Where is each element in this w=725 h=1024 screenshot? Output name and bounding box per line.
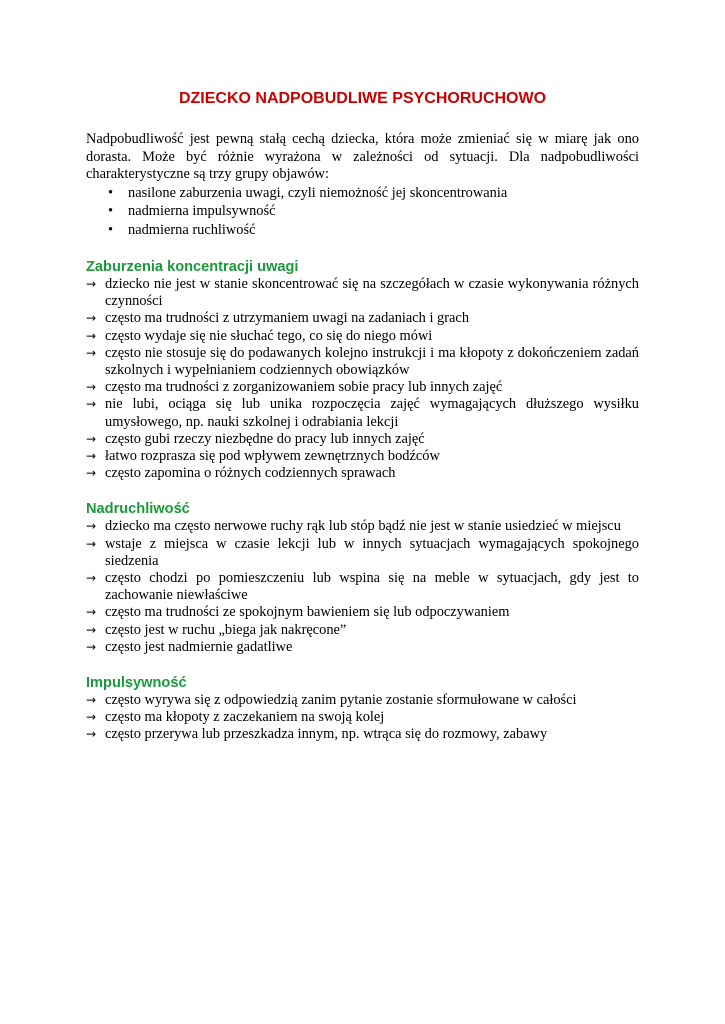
list-item <box>86 310 639 327</box>
list-item-text: nadmierna impulsywność <box>128 203 276 219</box>
symptom-groups-list <box>86 184 639 240</box>
list-item <box>86 379 639 396</box>
list-item-text: często przerywa lub przeszkadza innym, np. wtrąca się do rozmowy, zabawy <box>105 726 548 743</box>
list-item-text: często ma kłopoty z zaczekaniem na swoją kolej <box>105 709 385 726</box>
attention-list <box>86 276 639 482</box>
section-heading-attention: Zaburzenia koncentracji uwagi <box>86 259 299 275</box>
list-item <box>86 328 639 345</box>
arrow-right-icon: → <box>86 727 97 742</box>
list-item <box>86 570 639 604</box>
arrow-right-icon: → <box>86 519 97 534</box>
list-item <box>86 431 639 448</box>
list-item-text: nadmierna ruchliwość <box>128 221 256 238</box>
arrow-right-icon: → <box>86 345 97 360</box>
arrow-right-icon: → <box>86 536 97 551</box>
section-heading-hyperactivity: Nadruchliwość <box>86 501 190 518</box>
list-item-text: nasilone zaburzenia uwagi, czyli niemożność jej skoncentrowania <box>128 184 508 201</box>
bullet-icon: • <box>108 184 114 201</box>
list-item <box>86 345 639 379</box>
list-item <box>106 184 639 203</box>
list-item-text: często ma trudności z zorganizowaniem sobie pracy lub innych zajęć <box>105 379 503 396</box>
arrow-right-icon: → <box>86 605 97 620</box>
list-item <box>86 518 639 535</box>
list-item <box>106 221 639 240</box>
list-item-text: często gubi rzeczy niezbędne do pracy lub innych zajęć <box>105 430 425 447</box>
arrow-right-icon: → <box>86 449 97 464</box>
list-item <box>86 536 639 570</box>
intro-paragraph: Nadpobudliwość jest pewną stałą cechą dziecka, która może zmieniać się w miarę jak ono dorasta. Może być różnie wyrażona w zależności od sytuacji. Dla nadpobudliwości charakterystyczne są trzy grupy objawów: <box>86 131 639 182</box>
list-item <box>106 202 639 221</box>
list-item-text: często ma trudności ze spokojnym bawieniem się lub odpoczywaniem <box>105 604 510 621</box>
hyperactivity-list <box>86 518 639 656</box>
list-item-text: często wydaje się nie słuchać tego, co się do niego mówi <box>105 327 433 344</box>
arrow-right-icon: → <box>86 693 97 708</box>
list-item <box>86 276 639 310</box>
list-item <box>86 709 639 726</box>
arrow-right-icon: → <box>86 466 97 481</box>
list-item <box>86 692 639 709</box>
list-item-text: nie lubi, ociąga się lub unika rozpoczęcia zajęć wymagających dłuższego wysiłku umysłowego, np. nauki szkolnej i odrabiania lekcji <box>105 396 639 430</box>
list-item <box>86 639 639 656</box>
arrow-right-icon: → <box>86 639 97 654</box>
list-item-text: często jest nadmiernie gadatliwe <box>105 638 293 655</box>
arrow-right-icon: → <box>86 397 97 412</box>
impulsivity-list <box>86 692 639 744</box>
list-item-text: często jest w ruchu „biega jak nakręcone” <box>105 621 347 638</box>
bullet-icon: • <box>108 203 114 219</box>
page-title: DZIECKO NADPOBUDLIWE PSYCHORUCHOWO <box>178 90 547 107</box>
list-item-text: często ma trudności z utrzymaniem uwagi na zadaniach i grach <box>105 310 470 327</box>
list-item <box>86 396 639 430</box>
list-item-text: łatwo rozprasza się pod wpływem zewnętrznych bodźców <box>105 448 440 465</box>
arrow-right-icon: → <box>86 571 97 586</box>
list-item <box>86 622 639 639</box>
list-item <box>86 604 639 621</box>
section-heading-impulsivity: Impulsywność <box>86 675 187 692</box>
arrow-right-icon: → <box>86 328 97 343</box>
arrow-right-icon: → <box>86 710 97 725</box>
arrow-right-icon: → <box>86 311 97 326</box>
list-item <box>86 726 639 743</box>
list-item-text: często wyrywa się z odpowiedzią zanim pytanie zostanie sformułowane w całości <box>105 692 577 709</box>
list-item-text: często chodzi po pomieszczeniu lub wspina się na meble w sytuacjach, gdy jest to zachowanie niewłaściwe <box>105 570 639 604</box>
bullet-icon: • <box>108 221 114 238</box>
list-item-text: często zapomina o różnych codziennych sprawach <box>105 465 396 482</box>
list-item-text: dziecko nie jest w stanie skoncentrować się na szczegółach w czasie wykonywania różnych czynności <box>105 276 639 310</box>
arrow-right-icon: → <box>86 622 97 637</box>
list-item <box>86 465 639 482</box>
list-item-text: wstaje z miejsca w czasie lekcji lub w innych sytuacjach wymagających spokojnego siedzenia <box>105 535 639 569</box>
arrow-right-icon: → <box>86 431 97 446</box>
list-item-text: często nie stosuje się do podawanych kolejno instrukcji i ma kłopoty z dokończeniem zadań szkolnych i wypełnianiem codziennych obowiązków <box>105 344 639 379</box>
list-item <box>86 448 639 465</box>
arrow-right-icon: → <box>86 277 97 291</box>
list-item-text: dziecko ma często nerwowe ruchy rąk lub stóp bądź nie jest w stanie usiedzieć w miejscu <box>105 518 621 535</box>
arrow-right-icon: → <box>86 380 97 395</box>
document-page <box>86 88 639 744</box>
